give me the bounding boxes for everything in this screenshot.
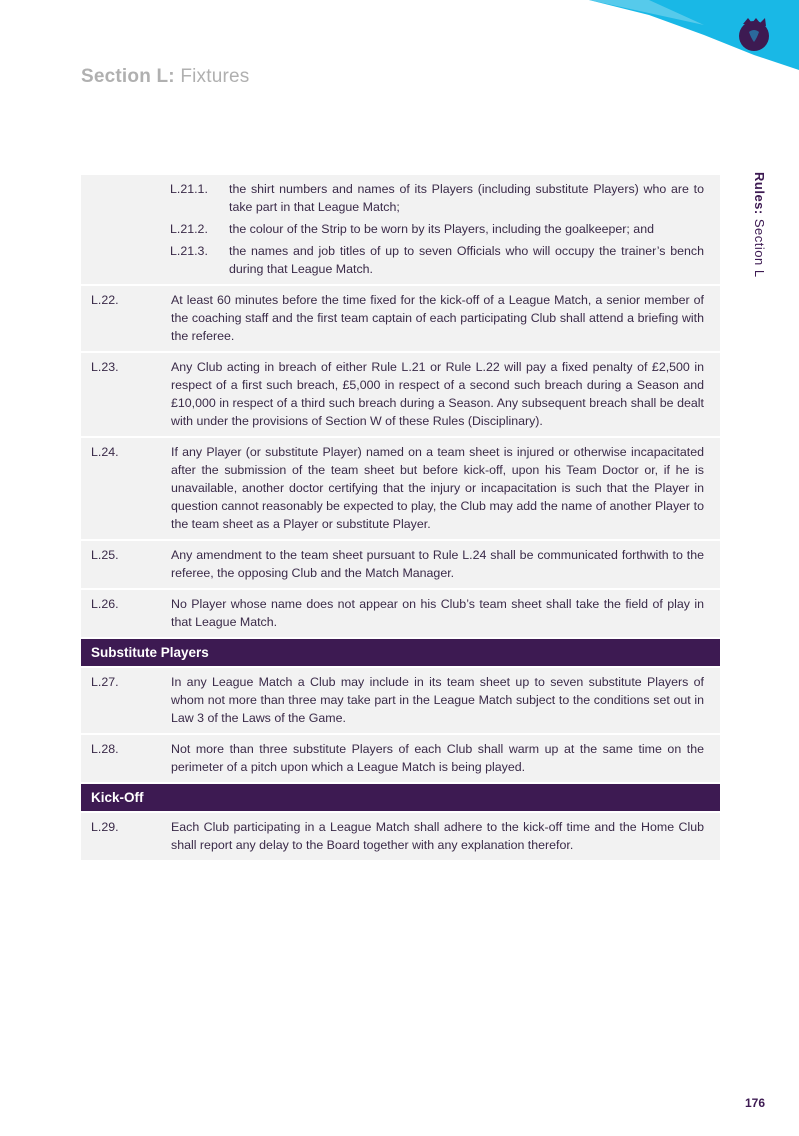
rule-number: L.27. <box>91 675 119 689</box>
side-running-label <box>752 172 767 278</box>
rule-text: If any Player (or substitute Player) named on a team sheet is injured or otherwise incapacitated after the submission of the team sheet but before kick-off, upon his Team Doctor or, if he is unavailable, another doctor certifying that the injury or incapacitation is such that the Player in question cannot reasonably be expected to play, the Club may add the name of another Player to the team sheet as a Player or substitute Player. <box>171 445 704 531</box>
page-number: 176 <box>745 1096 766 1110</box>
corner-brand-graphic <box>589 0 799 100</box>
rule-text: Each Club participating in a League Match shall adhere to the kick-off time and the Home Club shall report any delay to the Board together with any explanation therefor. <box>171 820 704 852</box>
sub-rule-text: the colour of the Strip to be worn by its Players, including the goalkeeper; and <box>229 222 654 236</box>
rule-number: L.25. <box>91 548 119 562</box>
rule-text: Any amendment to the team sheet pursuant to Rule L.24 shall be communicated forthwith to the referee, the opposing Club and the Match Manager. <box>171 548 704 580</box>
rule-row <box>81 286 720 353</box>
rule-number: L.29. <box>91 820 119 834</box>
rule-text: In any League Match a Club may include in its team sheet up to seven substitute Players of whom not more than three may take part in the League Match subject to the conditions set out in Law 3 of the Laws of the Game. <box>171 675 704 725</box>
sub-rule-number: L.21.2. <box>170 222 208 236</box>
sub-rule-number: L.21.3. <box>170 244 208 258</box>
rule-row <box>81 668 720 735</box>
rule-text: No Player whose name does not appear on his Club’s team sheet shall take the field of play in that League Match. <box>171 597 704 629</box>
rule-row <box>81 353 720 438</box>
rules-table <box>81 175 720 862</box>
section-title-light: Fixtures <box>180 66 250 87</box>
sub-rule-number: L.21.1. <box>170 182 208 196</box>
rule-text: At least 60 minutes before the time fixed for the kick-off of a League Match, a senior member of the coaching staff and the first team captain of each participating Club shall attend a briefing with the referee. <box>171 293 704 343</box>
rule-l21-subitems <box>81 175 720 286</box>
sub-rule-text: the names and job titles of up to seven Officials who will occupy the trainer’s bench during that League Match. <box>229 244 704 276</box>
rule-row <box>81 590 720 639</box>
rule-row <box>81 438 720 541</box>
rule-number: L.28. <box>91 742 119 756</box>
sub-rule <box>170 180 704 216</box>
rule-number: L.24. <box>91 445 119 459</box>
sub-rule <box>170 242 704 278</box>
sub-rule <box>170 220 704 238</box>
side-label-light: Section L <box>752 218 767 278</box>
substitute-players-heading: Substitute Players <box>81 639 720 668</box>
rule-text: Not more than three substitute Players of each Club shall warm up at the same time on the perimeter of a pitch upon which a League Match is being played. <box>171 742 704 774</box>
sub-rule-text: the shirt numbers and names of its Players (including substitute Players) who are to take part in that League Match; <box>229 182 704 214</box>
rule-row <box>81 541 720 590</box>
rule-number: L.26. <box>91 597 119 611</box>
rule-row <box>81 735 720 784</box>
rule-number: L.22. <box>91 293 119 307</box>
rule-text: Any Club acting in breach of either Rule L.21 or Rule L.22 will pay a fixed penalty of £2,500 in respect of a first such breach, £5,000 in respect of a second such breach during a Season and £10,000 in respect of a third such breach during a Season. Any subsequent breach shall be dealt with under the provisions of Section W of these Rules (Disciplinary). <box>171 360 704 428</box>
section-title <box>81 66 250 88</box>
kick-off-heading: Kick-Off <box>81 784 720 813</box>
rule-row <box>81 813 720 862</box>
rule-number: L.23. <box>91 360 119 374</box>
section-title-bold: Section L: <box>81 66 175 87</box>
side-label-bold: Rules: <box>752 172 767 215</box>
